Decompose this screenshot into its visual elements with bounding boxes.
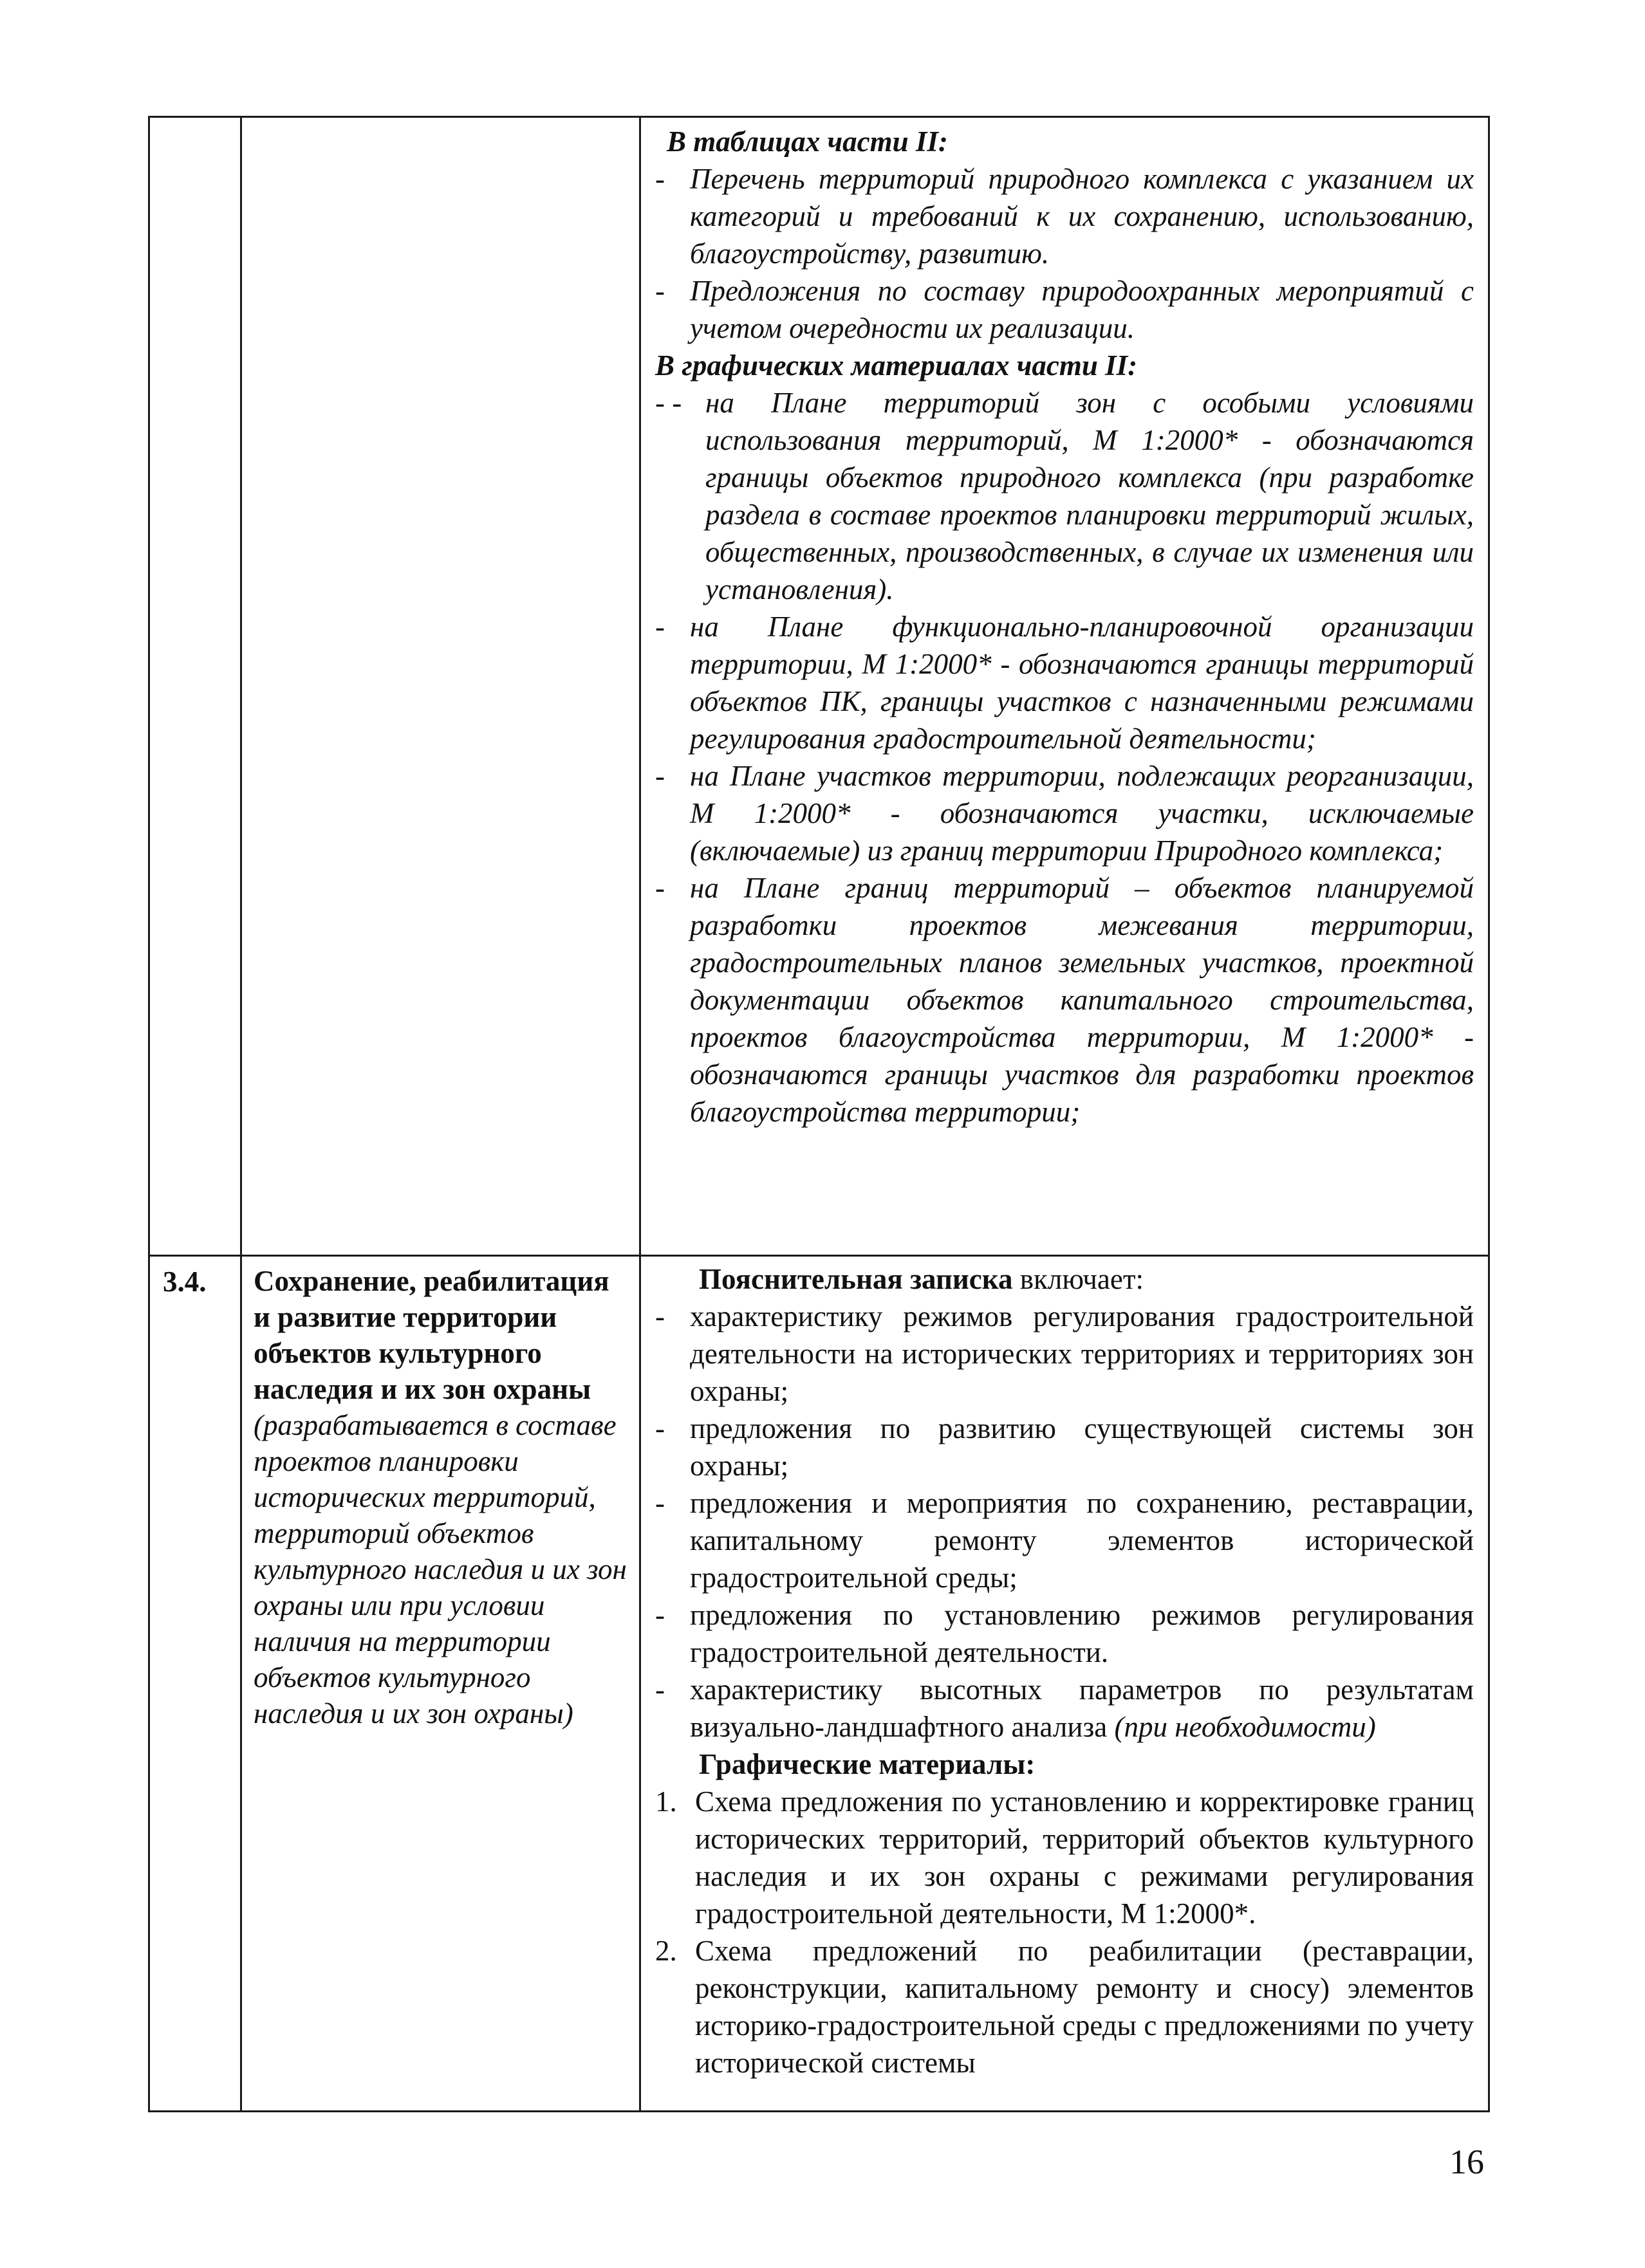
list-item: - предложения по развитию существующей системы зон охраны; — [655, 1412, 1474, 1482]
section-number: 3.4. — [163, 1266, 207, 1298]
graphics-materials-heading: Графические материалы: — [699, 1748, 1036, 1780]
table-row — [149, 117, 1489, 1256]
list-item: - предложения по установлению режимов регулирования градостроительной деятельности. — [655, 1599, 1474, 1668]
list-item: 2. Схема предложений по реабилитации (реставрации, реконструкции, капитальному ремонту и сносу) элементов историко-градостроительной среды с предложениями по учету исторической системы — [655, 1935, 1474, 2079]
explanatory-note-intro: Пояснительная записка включает: — [699, 1263, 1144, 1295]
row-content-cell — [640, 117, 1489, 1256]
list-item: - характеристику режимов регулирования градостроительной деятельности на исторических территориях и территориях зон охраны; — [655, 1300, 1474, 1407]
section-title-block — [242, 1257, 639, 1731]
list-item: - на Плане функционально-планировочной организации территории, М 1:2000* - обозначаются границы территорий объектов ПК, границы участков с назначенными режимами регулирования градостроительной деятельности; — [655, 611, 1474, 755]
tables-heading: В таблицах части II: — [667, 125, 948, 158]
row-number-cell — [149, 117, 241, 1256]
content-block — [641, 118, 1488, 1137]
section-note: (разрабатывается в составе проектов планировки исторических территорий, территорий объектов культурного наследия и их зон охраны или при условии наличия на территории объектов культурного наследия и их зон охраны) — [254, 1409, 627, 1729]
content-block — [641, 1257, 1488, 2088]
requirements-table — [148, 116, 1490, 2112]
graphics-heading: В графических материалах части II: — [655, 349, 1138, 382]
page-number: 16 — [1449, 2143, 1484, 2181]
numbered-list — [655, 1783, 1474, 2081]
section-title: Сохранение, реабилитация и развитие территории объектов культурного наследия и их зон охраны — [254, 1265, 609, 1405]
list-item: - Предложения по составу природоохранных мероприятий с учетом очередности их реализации. — [655, 275, 1474, 344]
row-title-cell — [241, 1256, 640, 2112]
list-item: - на Плане участков территории, подлежащих реорганизации, М 1:2000* - обозначаются участки, исключаемые (включаемые) из границ территории Природного комплекса; — [655, 760, 1474, 867]
row-number-cell — [149, 1256, 241, 2112]
list-item: - - на Плане территорий зон с особыми условиями использования территорий, М 1:2000* - обозначаются границы объектов природного комплекса (при разработке раздела в составе проектов планировки территорий жилых, общественных, производственных, в случае их изменения или установления). — [655, 387, 1474, 605]
list-item: - на Плане границ территорий – объектов планируемой разработки проектов межевания территории, градостроительных планов земельных участков, проектной документации объектов капитального строительства, проектов благоустройства территории, М 1:2000* - обозначаются границы участков для разработки проектов благоустройства территории; — [655, 872, 1474, 1128]
row-content-cell — [640, 1256, 1489, 2112]
list-item: - предложения и мероприятия по сохранению, реставрации, капитальному ремонту элементов исторической градостроительной среды; — [655, 1487, 1474, 1594]
row-title-cell — [241, 117, 640, 1256]
list-item: - характеристику высотных параметров по результатам визуально-ландшафтного анализа (при необходимости) — [655, 1673, 1474, 1743]
list-item: 1. Схема предложения по установлению и корректировке границ исторических территорий, территорий объектов культурного наследия и их зон охраны с режимами регулирования градостроительной деятельности, М 1:2000*. — [655, 1785, 1474, 1930]
table-row — [149, 1256, 1489, 2112]
list-item: - Перечень территорий природного комплекса с указанием их категорий и требований к их сохранению, использованию, благоустройству, развитию. — [655, 163, 1474, 270]
